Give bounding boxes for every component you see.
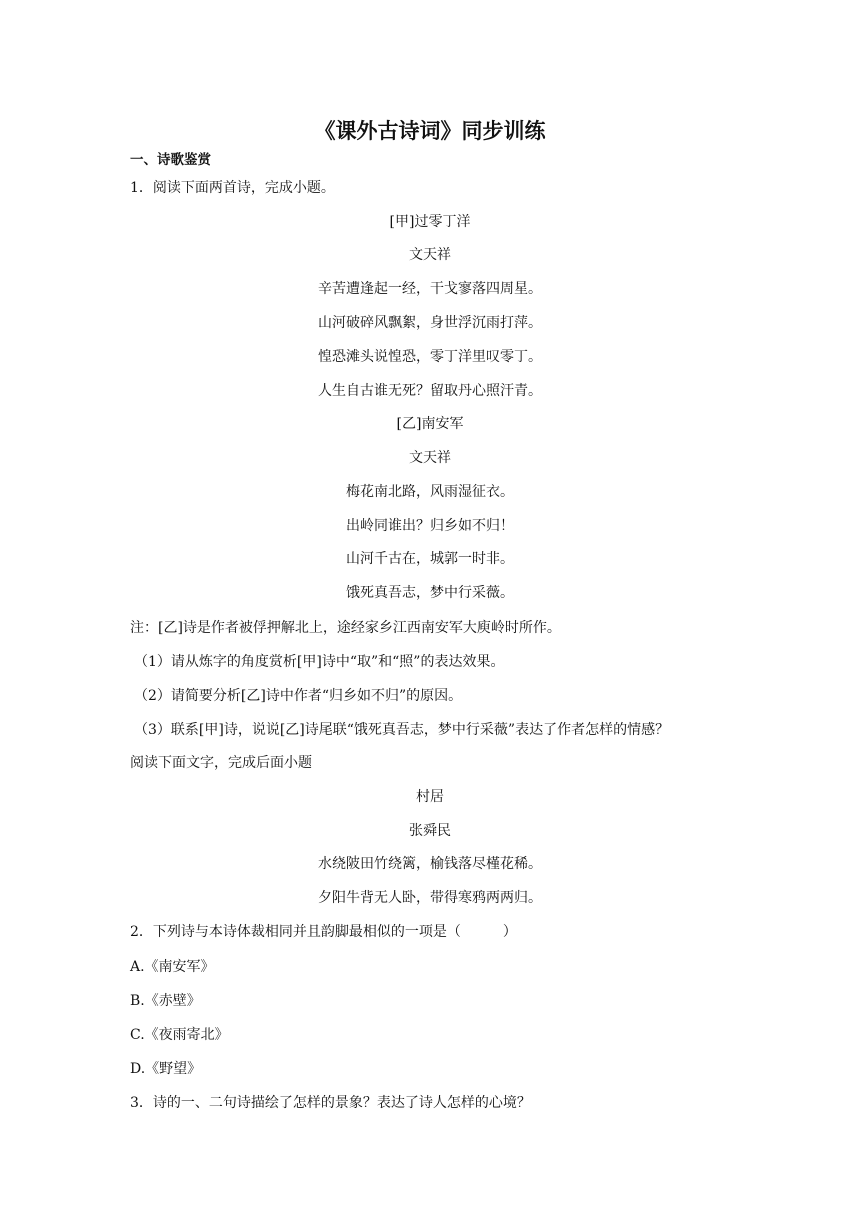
poem-c-line: 夕阳牛背无人卧，带得寒鸦两两归。 (318, 890, 542, 906)
question-2-stem: 2．下列诗与本诗体裁相同并且韵脚最相似的一项是（ ） (130, 924, 517, 940)
poem-b-line: 山河千古在，城郭一时非。 (346, 551, 514, 567)
poem-note: 注：[乙]诗是作者被俘押解北上，途经家乡江西南安军大庾岭时所作。 (130, 620, 561, 636)
option-a: A.《南安军》 (130, 959, 215, 975)
option-b: B.《赤壁》 (130, 993, 201, 1009)
poem-c-line: 水绕陂田竹绕篱，榆钱落尽槿花稀。 (318, 856, 542, 872)
poem-a-title: [甲]过零丁洋 (389, 214, 471, 230)
poem-c-title: 村居 (416, 789, 444, 805)
page-title: 《课外古诗词》同步训练 (314, 119, 546, 143)
poem-b-author: 文天祥 (409, 450, 451, 466)
question-3: 3．诗的一、二句诗描绘了怎样的景象？表达了诗人怎样的心境？ (130, 1095, 531, 1111)
option-d: D.《野望》 (130, 1061, 202, 1077)
section-heading: 一、诗歌鉴赏 (130, 152, 211, 168)
poem-c-author: 张舜民 (409, 823, 451, 839)
poem-a-author: 文天祥 (409, 247, 451, 263)
poem-a-line: 惶恐滩头说惶恐，零丁洋里叹零丁。 (318, 349, 542, 365)
poem-b-title: [乙]南安军 (396, 416, 464, 432)
question-1-intro: 1．阅读下面两首诗，完成小题。 (130, 180, 335, 196)
poem-a-line: 辛苦遭逢起一经，干戈寥落四周星。 (318, 281, 542, 297)
poem-b-line: 出岭同谁出？归乡如不归！ (346, 518, 514, 534)
poem-b-line: 梅花南北路，风雨湿征衣。 (346, 484, 514, 500)
sub-question-3: （3）联系[甲]诗，说说[乙]诗尾联“饿死真吾志，梦中行采薇”表达了作者怎样的情感？ (134, 722, 670, 738)
sub-question-2: （2）请简要分析[乙]诗中作者“归乡如不归”的原因。 (134, 688, 463, 704)
option-c: C.《夜雨寄北》 (130, 1027, 229, 1043)
reading-intro: 阅读下面文字，完成后面小题 (130, 755, 312, 771)
poem-a-line: 山河破碎风飘絮，身世浮沉雨打萍。 (318, 315, 542, 331)
poem-b-line: 饿死真吾志，梦中行采薇。 (346, 585, 514, 601)
poem-a-line: 人生自古谁无死？留取丹心照汗青。 (318, 383, 542, 399)
sub-question-1: （1）请从炼字的角度赏析[甲]诗中“取”和“照”的表达效果。 (134, 654, 505, 670)
